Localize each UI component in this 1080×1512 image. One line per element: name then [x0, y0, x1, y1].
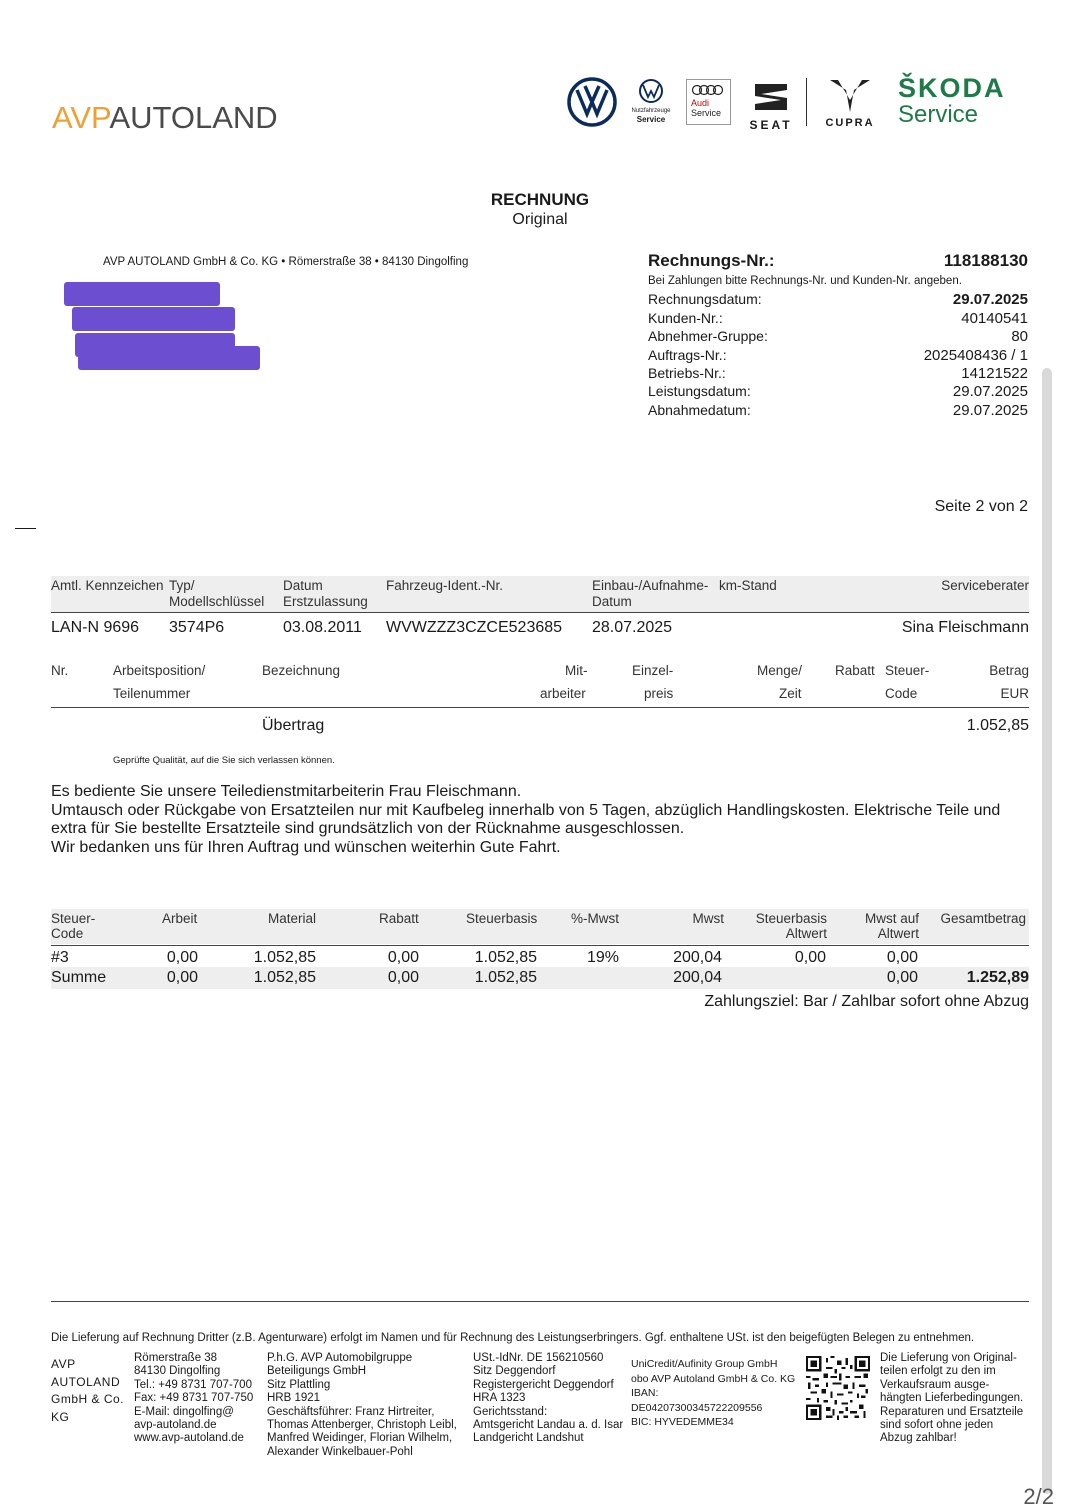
pos-col-mit-1: Mit-: [565, 663, 588, 678]
tax-col-alt-mwst: [865, 911, 919, 941]
cupra-icon: [828, 78, 872, 112]
tax-col-gesamt: Gesamtbetrag: [940, 911, 1026, 926]
vehicle-fin: WVWZZZ3CZCE523685: [386, 619, 563, 636]
pos-col-betrag-1: Betrag: [989, 663, 1029, 678]
acceptance-date: 29.07.2025: [952, 402, 1028, 419]
footer-address-line: E-Mail: dingolfing@: [134, 1405, 234, 1418]
footer-terms-line: teilen erfolgt zu den im: [880, 1365, 996, 1378]
pos-col-bez: Bezeichnung: [262, 663, 341, 678]
tax-col-rabatt: Rabatt: [379, 911, 419, 926]
vehicle-berater: Sina Fleischmann: [901, 619, 1029, 636]
note-line: Es bediente Sie unsere Teiledienstmitarbeiterin Frau Fleischmann.: [51, 783, 522, 800]
order-no: 2025408436 / 1: [923, 347, 1028, 364]
footer-rule: [51, 1301, 1029, 1302]
tax-col-arbeit: Arbeit: [162, 911, 198, 926]
quality-note: Geprüfte Qualität, auf die Sie sich verlassen können.: [113, 755, 335, 766]
pos-col-arbeits-2: Teilenummer: [113, 686, 191, 701]
footer-registry-line: Amtsgericht Landau a. d. Isar: [473, 1419, 624, 1432]
col-datum-2: Erstzulassung: [283, 594, 368, 609]
tax-sum-steuerbasis: 1.052,85: [474, 969, 537, 986]
invoice-number-label: Rechnungs-Nr.:: [648, 251, 775, 270]
footer-registry-line: HRA 1323: [473, 1392, 526, 1405]
footer-management-line: Beteiligungs GmbH: [267, 1365, 367, 1378]
tax-col-material: Material: [268, 911, 317, 926]
pos-col-einzel-1: Einzel-: [632, 663, 674, 678]
pos-col-nr: Nr.: [51, 663, 69, 678]
audi-service-logo: [686, 79, 731, 125]
pos-col-menge-2: Zeit: [779, 686, 802, 701]
tax-col-code: [51, 911, 95, 941]
brand-divider: [806, 78, 807, 126]
pos-col-steuer-2: Code: [885, 686, 918, 701]
col-typ: [169, 578, 264, 609]
pos-col-rabatt: Rabatt: [835, 663, 875, 678]
footer-address-line: Tel.: +49 8731 707-700: [134, 1378, 252, 1391]
tax-row-rabatt: 0,00: [387, 949, 419, 966]
tax-col-mwst-pct: %-Mwst: [571, 911, 619, 926]
sender-line: AVP AUTOLAND GmbH & Co. KG • Römerstraße 38 • 84130 Dingolfing: [103, 256, 469, 268]
tax-sum-rabatt: 0,00: [387, 969, 419, 986]
col-fin: Fahrzeug-Ident.-Nr.: [386, 578, 504, 593]
order-no-label: Auftrags-Nr.:: [648, 347, 727, 363]
tax-row-material: 1.052,85: [253, 949, 316, 966]
audi-rings-icon: [687, 82, 730, 98]
uebertrag-value: 1.052,85: [966, 717, 1029, 734]
tax-row-steuerbasis: 1.052,85: [474, 949, 537, 966]
payment-qr-code-icon: [806, 1356, 870, 1420]
pos-col-betrag-2: EUR: [1000, 686, 1029, 701]
col-serviceberater: Serviceberater: [941, 578, 1029, 593]
vw-nutz-line2: Service: [636, 115, 666, 124]
footer-company: [51, 1356, 124, 1426]
footer-address-line: avp-autoland.de: [134, 1419, 217, 1432]
footer-management: [267, 1352, 457, 1459]
invoice-date-label: Rechnungsdatum:: [648, 291, 762, 307]
footer-management-line: Thomas Attenberger, Christoph Leibl,: [267, 1419, 457, 1432]
tax-sum-gesamt: 1.252,89: [966, 969, 1029, 986]
footer-address-line: www.avp-autoland.de: [134, 1432, 244, 1445]
col-kennzeichen: Amtl. Kennzeichen: [51, 578, 164, 593]
seat-logo: [740, 80, 802, 132]
payment-terms: Zahlungsziel: Bar / Zahlbar sofort ohne Abzug: [704, 993, 1029, 1010]
uebertrag-label: Übertrag: [262, 717, 325, 734]
document-title: RECHNUNG: [490, 190, 590, 209]
tax-sum-label: Summe: [51, 969, 107, 986]
col-km: km-Stand: [719, 578, 777, 593]
col-typ-1: Typ/: [169, 578, 195, 593]
footer-terms-line: sind sofort ohne jeden: [880, 1419, 994, 1432]
service-date-label: Leistungsdatum:: [648, 383, 751, 399]
tax-col-alt-basis-2: Altwert: [785, 926, 827, 941]
positions-header-rule: [51, 707, 1029, 708]
customer-no: 40140541: [961, 310, 1028, 327]
invoice-number: 118188130: [943, 251, 1028, 270]
footer-registry-line: USt.-IdNr. DE 156210560: [473, 1352, 604, 1364]
tax-row-code: #3: [51, 949, 69, 966]
col-erstzulassung: [283, 578, 368, 609]
audi-label: Audi: [691, 98, 710, 108]
footer-registry-line: Landgericht Landshut: [473, 1432, 584, 1445]
tax-col-alt-mwst-2: Altwert: [877, 926, 919, 941]
tax-row-alt-mwst: 0,00: [886, 949, 918, 966]
footer-management-line: HRB 1921: [267, 1392, 321, 1405]
footer-bank-line: DE04207300345722209556: [631, 1401, 763, 1414]
vw-nutzfahrzeuge-logo: [638, 78, 664, 104]
col-einbau-1: Einbau-/Aufnahme-: [592, 578, 709, 593]
col-einbau-2: Datum: [592, 594, 632, 609]
audi-service-label: Service: [691, 108, 722, 118]
vw-nutz-line1: Nutzfahrzeuge: [631, 108, 671, 114]
redacted-name: [64, 282, 220, 306]
footer-bank-line: obo AVP Autoland GmbH & Co. KG: [631, 1372, 796, 1385]
footer-registry: [473, 1352, 623, 1446]
footer-terms-line: Abzug zahlbar!: [880, 1432, 957, 1445]
tax-sum-mwst: 200,04: [673, 969, 722, 986]
vehicle-header-rule: [51, 612, 1029, 613]
skoda-label: ŠKODA: [898, 73, 1006, 103]
cupra-label: CUPRA: [825, 117, 875, 129]
skoda-service-label: Service: [898, 101, 979, 128]
tax-sum-material: 1.052,85: [253, 969, 316, 986]
pos-col-menge-1: Menge/: [757, 663, 803, 678]
company-no-label: Betriebs-Nr.:: [648, 365, 726, 381]
vehicle-erstzulassung: 03.08.2011: [283, 619, 362, 636]
tax-col-code-2: Code: [51, 926, 84, 941]
pos-col-steuer-1: Steuer-: [885, 663, 930, 678]
skoda-service-logo: [898, 74, 1006, 128]
tax-row-alt-basis: 0,00: [794, 949, 826, 966]
note-line: Umtausch oder Rückgabe von Ersatzteilen nur mit Kaufbeleg innerhalb von 5 Tagen, abzüglich Handlingskosten. Elektrische Teile und: [51, 801, 1001, 819]
invoice-date: 29.07.2025: [952, 291, 1028, 308]
redacted-extra: [78, 346, 260, 370]
page-indicator: 2/2: [1023, 1484, 1054, 1509]
footer-management-line: Manfred Weidinger, Florian Wilhelm,: [267, 1432, 453, 1445]
vehicle-typ: 3574P6: [169, 619, 225, 636]
footer-registry-line: Registergericht Deggendorf: [473, 1378, 614, 1391]
pos-col-einzel-2: preis: [644, 686, 674, 701]
footer-terms-line: hängten Lieferbedingungen.: [880, 1392, 1024, 1405]
seat-label: SEAT: [749, 118, 793, 132]
footer-note: Die Lieferung auf Rechnung Dritter (z.B. Agenturware) erfolgt im Namen und für Rechnung des Leistungserbringers. Ggf. enthaltene USt. ist den beigefügten Belegen zu entnehmen.: [51, 1332, 975, 1344]
tax-row-arbeit: 0,00: [166, 949, 198, 966]
footer-management-line: P.h.G. AVP Automobilgruppe: [267, 1352, 413, 1364]
vw-logo: [566, 76, 618, 128]
note-line: extra für Sie bestellte Ersatzteile sind grundsätzlich von der Rücknahme ausgeschlossen.: [51, 820, 685, 837]
footer-address-line: Fax: +49 8731 707-750: [134, 1392, 254, 1405]
logo-avp-part: AVP: [52, 100, 110, 135]
tax-col-mwst: Mwst: [692, 911, 724, 926]
footer-management-line: Alexander Winkelbauer-Pohl: [267, 1445, 413, 1458]
footer-bank: [631, 1357, 795, 1430]
payment-hint: Bei Zahlungen bitte Rechnungs-Nr. und Kunden-Nr. angeben.: [648, 275, 962, 287]
tax-row-mwst: 200,04: [673, 949, 722, 966]
tax-col-code-1: Steuer-: [51, 911, 96, 926]
col-einbau: [592, 578, 708, 609]
footer-bank-line: BIC: HYVEDEMME34: [631, 1416, 734, 1428]
footer-registry-line: Sitz Deggendorf: [473, 1365, 556, 1378]
footer-address-line: 84130 Dingolfing: [134, 1365, 221, 1378]
col-datum-1: Datum: [283, 578, 323, 593]
customer-group: 80: [1011, 328, 1028, 345]
footer-company-line: AVP: [51, 1357, 76, 1371]
company-no: 14121522: [961, 365, 1028, 382]
tax-header-rule: [51, 945, 1029, 946]
avp-autoland-logo: [52, 100, 278, 136]
vertical-scrollbar[interactable]: [1042, 368, 1052, 1494]
seat-s-icon: [753, 80, 789, 112]
logo-autoland-part: AUTOLAND: [109, 100, 278, 135]
document-subtitle: Original: [512, 211, 568, 228]
col-typ-2: Modellschlüssel: [169, 594, 265, 609]
tax-col-alt-mwst-1: Mwst auf: [864, 911, 919, 926]
footer-bank-line: IBAN:: [631, 1387, 659, 1399]
footer-terms-line: Verkaufsraum ausge-: [880, 1378, 990, 1391]
tax-sum-alt-mwst: 0,00: [886, 969, 918, 986]
footer-management-line: Geschäftsführer: Franz Hirtreiter,: [267, 1405, 435, 1418]
tax-sum-arbeit: 0,00: [166, 969, 198, 986]
footer-company-line: KG: [51, 1409, 70, 1424]
footer-company-line: GmbH & Co.: [51, 1392, 125, 1406]
footer-bank-line: UniCredit/Aufinity Group GmbH: [631, 1358, 778, 1370]
vehicle-einbau: 28.07.2025: [592, 619, 673, 636]
tax-row-mwst-pct: 19%: [587, 949, 620, 966]
vw-nutz-label: [626, 108, 676, 124]
pos-col-arbeits-1: Arbeitsposition/: [113, 663, 206, 678]
tax-col-alt-basis-1: Steuerbasis: [755, 911, 827, 926]
footer-registry-line: Gerichtsstand:: [473, 1405, 548, 1418]
acceptance-date-label: Abnahmedatum:: [648, 402, 751, 418]
fold-mark: [15, 528, 36, 529]
service-date: 29.07.2025: [952, 383, 1028, 400]
footer-address-line: Römerstraße 38: [134, 1352, 218, 1364]
tax-col-steuerbasis: Steuerbasis: [466, 911, 538, 926]
footer-management-line: Sitz Plattling: [267, 1378, 331, 1391]
tax-col-alt-basis: [756, 911, 827, 941]
footer-address: [134, 1352, 253, 1446]
pos-col-mit-2: arbeiter: [540, 686, 586, 701]
footer-terms-line: Die Lieferung von Original-: [880, 1352, 1017, 1364]
footer-company-line: AUTOLAND: [51, 1374, 121, 1389]
notes-block: [51, 783, 1041, 857]
customer-group-label: Abnehmer-Gruppe:: [648, 328, 768, 344]
customer-no-label: Kunden-Nr.:: [648, 310, 723, 326]
page-number: Seite 2 von 2: [934, 498, 1028, 515]
vehicle-kennzeichen: LAN-N 9696: [51, 619, 140, 636]
redacted-street: [72, 307, 235, 331]
note-line: Wir bedanken uns für Ihren Auftrag und wünschen weiterhin Gute Fahrt.: [51, 838, 561, 856]
footer-terms: [880, 1352, 1023, 1446]
cupra-logo: [814, 78, 886, 129]
footer-terms-line: Reparaturen und Ersatzteile: [880, 1405, 1024, 1418]
